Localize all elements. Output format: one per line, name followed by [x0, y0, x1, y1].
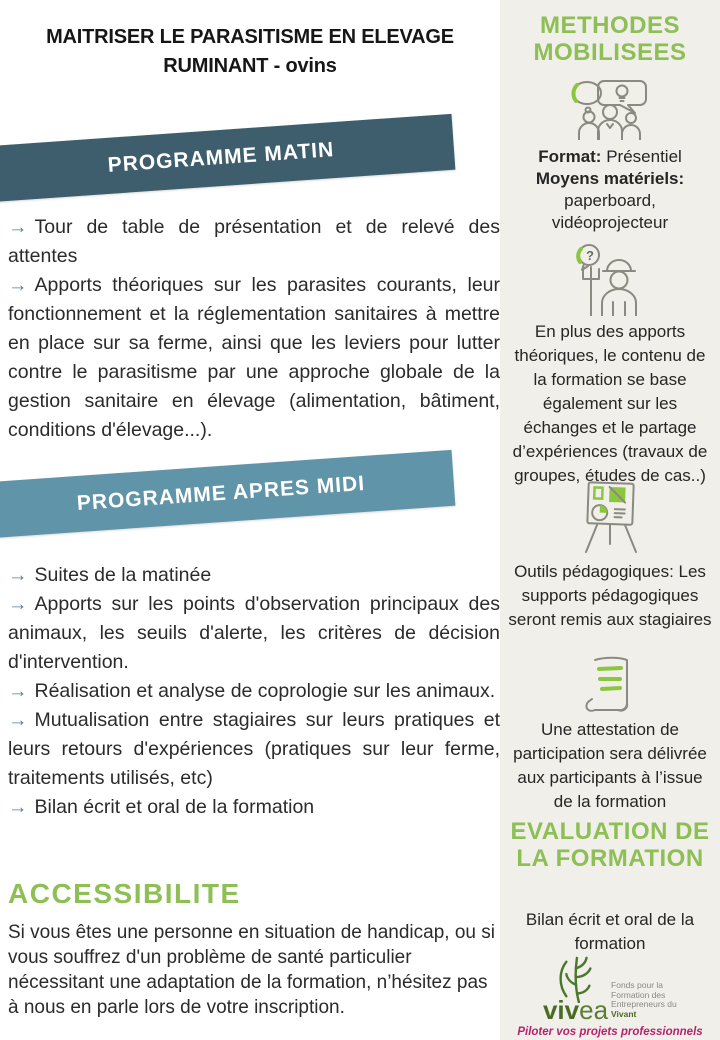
arrow-icon: → [8, 564, 28, 586]
tools-text: Outils pédagogiques: Les supports pédagogiques seront remis aux stagiaires [508, 562, 712, 629]
list-item: → Bilan écrit et oral de la formation [8, 796, 315, 818]
exchanges-text: En plus des apports théoriques, le contenu de la formation se base également sur les échanges et le partage d’expériences (travaux de groupes, études de cas..) [512, 322, 708, 485]
certificate-icon [579, 655, 641, 715]
materials-label: Moyens matériels: [535, 169, 685, 188]
format-value: Présentiel [606, 147, 682, 166]
evaluation-text: Bilan écrit et oral de la formation [525, 910, 695, 953]
list-item: → Réalisation et analyse de coprologie sur les animaux. [8, 680, 496, 702]
banner-programme-apres-midi [0, 450, 455, 538]
banner-label: PROGRAMME MATIN [106, 138, 335, 177]
arrow-icon: → [8, 216, 28, 238]
sidebar-heading: METHODES MOBILISEES [533, 12, 687, 66]
sidebar [500, 0, 720, 1040]
logo-slogan: Piloter vos projets professionnels [517, 1026, 703, 1038]
discussion-icon [564, 74, 656, 140]
evaluation-heading: EVALUATION DE LA FORMATION [510, 818, 710, 872]
list-item: → Mutualisation entre stagiaires sur leurs pratiques et leurs retours d'expériences (pratiques sur leur ferme, traitements utilisés, etc) [8, 709, 500, 789]
accessibility-heading: ACCESSIBILITE [8, 878, 241, 909]
easel-icon [569, 478, 651, 554]
arrow-icon: → [8, 593, 28, 615]
svg-text:?: ? [586, 248, 594, 263]
afternoon-list [8, 561, 500, 822]
arrow-icon: → [8, 680, 28, 702]
list-item: → Tour de table de présentation et de relevé des attentes [8, 216, 500, 267]
brand-wordmark: vivea [542, 995, 609, 1025]
list-item: → Suites de la matinée [8, 564, 212, 586]
page-title: MAITRISER LE PARASITISME EN ELEVAGE RUMINANT - ovins [46, 26, 454, 78]
list-item: → Apports sur les points d'observation principaux des animaux, les seuils d'alerte, les critères de décision d'intervention. [8, 593, 500, 673]
format-block [500, 146, 720, 234]
list-item: → Apports théoriques sur les parasites courants, leur fonctionnement et la réglementation sanitaires à mettre en place sur sa ferme, ainsi que les leviers pour lutter contre le parasitisme par une approche globale de la gestion sanitaire en élevage (alimentation, bâtiment, conditions d'élevage...). [8, 274, 500, 441]
morning-list [8, 213, 500, 445]
arrow-icon: → [8, 274, 28, 296]
logo-tagline: Fonds pour la Formation des Entrepreneurs du Vivant [611, 980, 677, 1019]
farmer-icon [572, 242, 648, 316]
materials-value: paperboard, vidéoprojecteur [551, 191, 669, 232]
certificate-text: Une attestation de participation sera délivrée aux participants à l’issue de la formation [513, 720, 707, 811]
banner-programme-matin [0, 114, 455, 202]
vivea-logo [500, 955, 720, 1038]
format-label: Format: [538, 147, 602, 166]
arrow-icon: → [8, 796, 28, 818]
banner-label: PROGRAMME APRES MIDI [76, 471, 366, 516]
arrow-icon: → [8, 709, 28, 731]
accessibility-text: Si vous êtes une personne en situation de handicap, ou si vous souffrez d'un problème de santé particulier nécessitant une adaptation de la formation, n’hésitez pas à nous en parle lors de votre inscription. [8, 922, 495, 1018]
